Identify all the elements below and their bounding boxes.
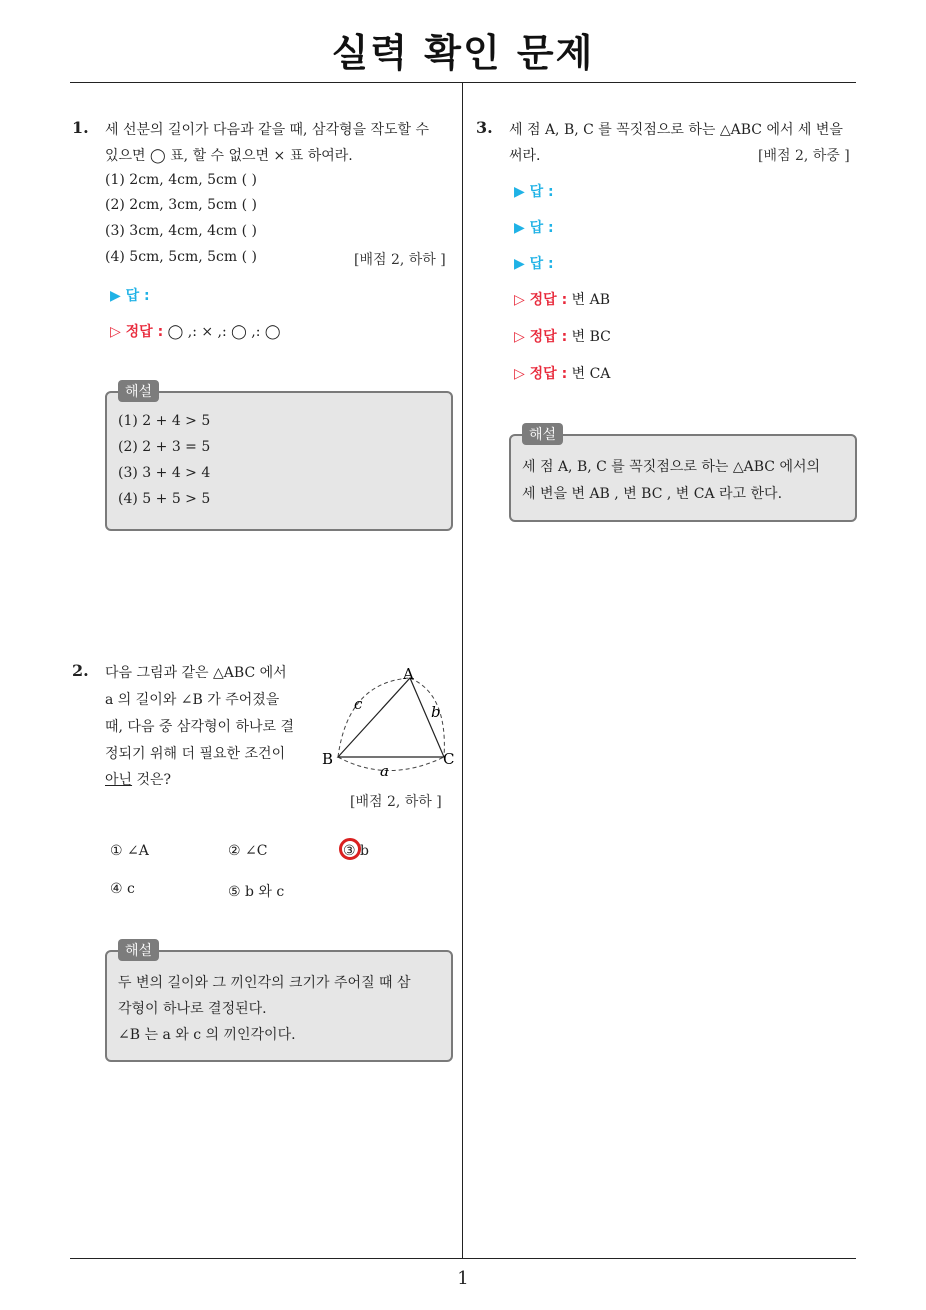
q1-correct-value: ◯ ,: × ,: ◯ ,: ◯ (167, 324, 281, 340)
q1-explain-line1: (1) 2 + 4 > 5 (118, 413, 211, 429)
q3-correct-label-2: ▷ 정답 : (514, 329, 568, 345)
q3-meta: [배점 2, 하중 ] (758, 148, 850, 164)
triangle-abc (338, 678, 444, 757)
q3-correct-value-1: 변 AB (571, 292, 610, 308)
q2-choice-2[interactable]: ② ∠C (228, 843, 268, 859)
q1-correct-label: ▷ 정답 : (110, 324, 164, 340)
q2-explain-line2: 각형이 하나로 결정된다. (118, 1001, 267, 1017)
q3-correct-answer-3 (514, 363, 610, 383)
q3-correct-label-3: ▷ 정답 : (514, 366, 568, 382)
q3-answer-label-2: ▶ 답 : (514, 220, 554, 236)
bottom-rule (70, 1258, 856, 1259)
q1-explain-tag: 해설 (118, 380, 159, 402)
q1-text-line1: 세 선분의 길이가 다음과 같을 때, 삼각형을 작도할 수 (105, 122, 430, 138)
q3-correct-label-1: ▷ 정답 : (514, 292, 568, 308)
label-c: c (354, 695, 363, 713)
q3-explain-tag: 해설 (522, 423, 563, 445)
q2-number: 2. (72, 661, 89, 680)
q3-correct-value-3: 변 CA (571, 366, 611, 382)
label-C: C (443, 750, 455, 768)
label-A: A (403, 665, 414, 683)
page-title: 실력 확인 문제 (331, 31, 595, 75)
q3-explain-line1: 세 점 A, B, C 를 꼭짓점으로 하는 △ABC 에서의 (522, 459, 821, 475)
q1-explain-box (105, 391, 453, 531)
label-b: b (431, 703, 441, 721)
q2-text-line4: 정되기 위해 더 필요한 조건이 (105, 746, 286, 762)
q3-answer-label-1: ▶ 답 : (514, 184, 554, 200)
q1-text-line2: 있으면 ◯ 표, 할 수 없으면 × 표 하여라. (105, 148, 353, 164)
q1-item-4: (4) 5cm, 5cm, 5cm ( ) (105, 249, 257, 265)
q2-choice-5[interactable]: ⑤ b 와 c (228, 884, 285, 900)
q3-text-line1: 세 점 A, B, C 를 꼭짓점으로 하는 △ABC 에서 세 변을 (509, 122, 843, 138)
q1-answer-label: ▶ 답 : (110, 288, 150, 304)
arc-a (338, 757, 444, 771)
label-B: B (322, 750, 334, 768)
q2-meta: [배점 2, 하하 ] (350, 794, 442, 810)
q2-explain-line1: 두 변의 길이와 그 끼인각의 크기가 주어질 때 삼 (118, 975, 411, 991)
q3-text-line2: 써라. (509, 148, 541, 164)
q1-number: 1. (72, 118, 89, 137)
q1-explain-line3: (3) 3 + 4 > 4 (118, 465, 211, 481)
column-divider (462, 83, 463, 1259)
page-number: 1 (457, 1268, 469, 1289)
q3-explain-line2: 세 변을 변 AB , 변 BC , 변 CA 라고 한다. (522, 486, 783, 502)
q2-explain-line3: ∠B 는 a 와 c 의 끼인각이다. (118, 1027, 296, 1043)
q1-explain-line2: (2) 2 + 3 = 5 (118, 439, 211, 455)
q1-item-2: (2) 2cm, 3cm, 5cm ( ) (105, 197, 257, 213)
q2-text-line5 (105, 769, 171, 789)
q2-underlined-word: 아닌 (105, 772, 133, 788)
label-a: a (380, 762, 389, 780)
q1-correct-answer (110, 321, 281, 341)
q2-choice-1[interactable]: ① ∠A (110, 843, 149, 859)
q2-choice-4[interactable]: ④ c (110, 881, 135, 897)
q2-text-line1: 다음 그림과 같은 △ABC 에서 (105, 665, 287, 681)
q2-text-line2: a 의 길이와 ∠B 가 주어졌을 (105, 692, 280, 708)
q2-text-line3: 때, 다음 중 삼각형이 하나로 결 (105, 719, 294, 735)
q3-number: 3. (476, 118, 493, 137)
q1-item-1: (1) 2cm, 4cm, 5cm ( ) (105, 172, 257, 188)
q3-correct-value-2: 변 BC (571, 329, 611, 345)
q1-meta: [배점 2, 하하 ] (354, 252, 446, 268)
q2-explain-tag: 해설 (118, 939, 159, 961)
q2-triangle-figure (318, 664, 460, 780)
q3-answer-label-3: ▶ 답 : (514, 256, 554, 272)
q2-text-line5-rest: 것은? (132, 772, 172, 788)
q1-item-3: (3) 3cm, 4cm, 4cm ( ) (105, 223, 257, 239)
q3-correct-answer-2 (514, 326, 611, 346)
q2-choice-3[interactable]: ③ b (343, 843, 369, 859)
q3-explain-box (509, 434, 857, 522)
q1-explain-line4: (4) 5 + 5 > 5 (118, 491, 211, 507)
q3-correct-answer-1 (514, 289, 610, 309)
top-rule (70, 82, 856, 83)
